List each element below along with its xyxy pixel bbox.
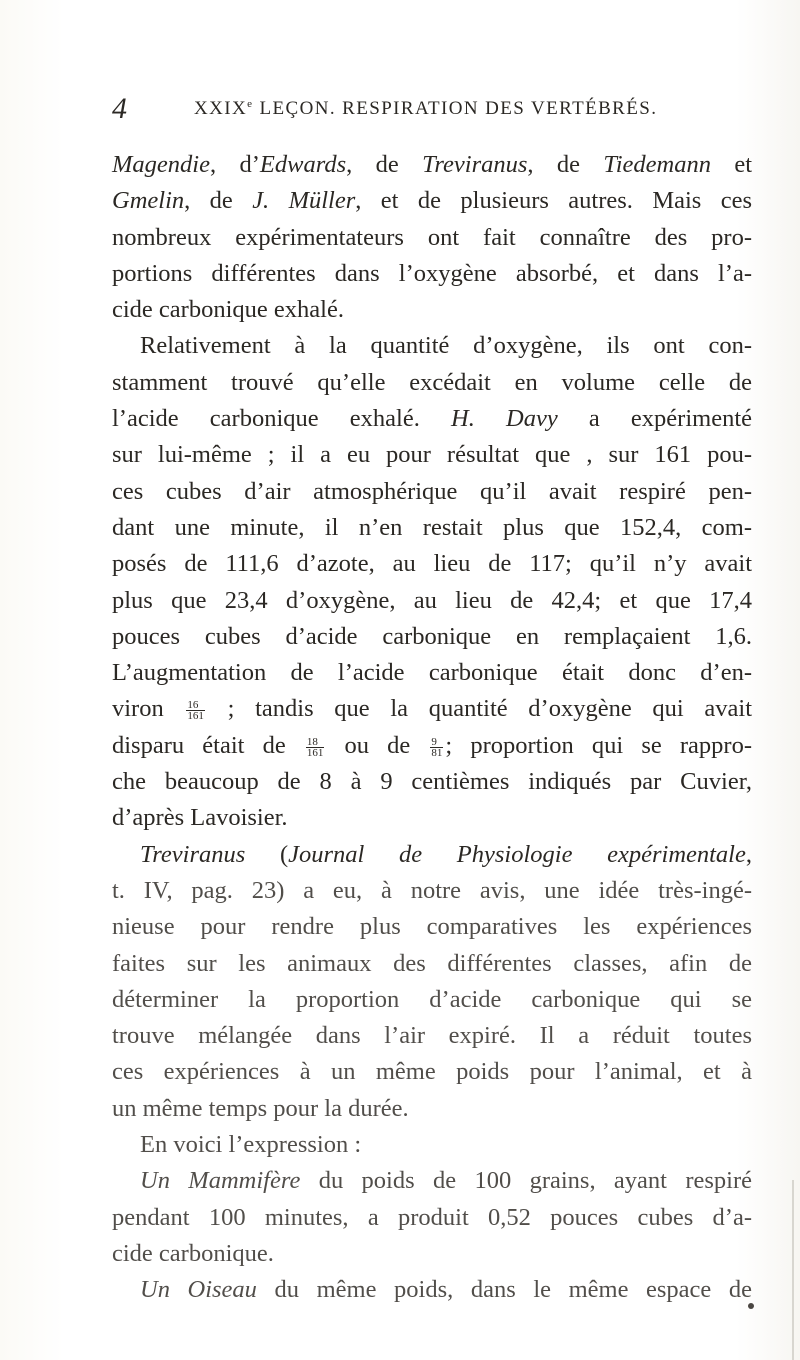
text-run: l’acide carbonique exhalé.: [112, 405, 452, 433]
italic-text: Gmelin: [112, 187, 185, 215]
italic-text: Un Oiseau: [140, 1276, 257, 1304]
text-run: ces cubes d’air atmosphérique qu’il avait respiré pen-: [112, 477, 752, 505]
text-line: [112, 546, 752, 582]
text-line: [112, 1272, 752, 1308]
text-run: d’après Lavoisier.: [112, 804, 288, 832]
text-run: a expérimenté: [557, 405, 752, 433]
italic-text: Magendie: [112, 151, 210, 178]
text-line: [112, 583, 752, 619]
text-run: ces expériences à un même poids pour l’animal, et à: [112, 1058, 752, 1086]
text-line: [112, 474, 752, 510]
text-run: déterminer la proportion d’acide carbonique qui se: [112, 985, 752, 1013]
running-head-roman: XXIX: [194, 98, 248, 119]
text-run: ou de: [326, 731, 429, 759]
text-run: un même temps pour la durée.: [112, 1094, 409, 1122]
text-run: , de: [346, 151, 423, 178]
text-run: Relativement à la quantité d’oxygène, ils ont con-: [140, 332, 752, 360]
text-line: [112, 1091, 752, 1127]
text-line: [112, 220, 752, 256]
text-run: (: [245, 840, 289, 868]
text-run: disparu était de: [112, 731, 304, 759]
running-head: [194, 98, 657, 120]
ink-spot: [748, 1303, 754, 1309]
text-run: portions différentes dans l’oxygène absorbé, et dans l’a-: [112, 259, 752, 287]
italic-text: Treviranus: [422, 151, 528, 178]
fraction-denominator: 81: [431, 746, 443, 759]
text-run: sur lui-même ; il a eu pour résultat que , sur 161 pou-: [112, 441, 752, 469]
text-run: , de: [527, 151, 604, 178]
text-run: L’augmentation de l’acide carbonique était donc d’en-: [112, 659, 752, 687]
text-line: [112, 510, 752, 546]
text-line: [112, 909, 752, 945]
text-run: du poids de 100 grains, ayant respiré: [300, 1167, 752, 1195]
text-line: [112, 437, 752, 473]
text-line: [112, 1200, 752, 1236]
text-line: [112, 873, 752, 909]
text-run: nombreux expérimentateurs ont fait connaître des pro-: [112, 223, 752, 251]
text-line: [112, 619, 752, 655]
fraction-denominator: 161: [187, 710, 204, 723]
fraction-numerator: 9: [430, 737, 443, 748]
text-line: [112, 982, 752, 1018]
text-run: du même poids, dans le même espace de: [256, 1276, 752, 1304]
fraction-numerator: 16: [186, 700, 205, 711]
text-run: t. IV, pag. 23) a eu, à notre avis, une idée très-ingé-: [112, 876, 752, 904]
text-run: , de: [184, 187, 253, 215]
text-run: ; proportion qui se rappro-: [445, 731, 753, 759]
fraction-denominator: 161: [306, 746, 324, 759]
text-line: [112, 328, 752, 364]
text-line: [112, 256, 752, 292]
text-run: nieuse pour rendre plus comparatives les expériences: [112, 913, 752, 941]
fraction: [306, 737, 325, 758]
text-run: cide carbonique exhalé.: [112, 296, 344, 324]
text-line: [112, 837, 752, 873]
text-run: et: [710, 151, 753, 178]
fraction-numerator: 18: [306, 737, 325, 748]
page-header: [112, 92, 752, 126]
running-head-text: LEÇON. RESPIRATION DES VERTÉBRÉS.: [253, 98, 658, 119]
text-line: [112, 401, 752, 437]
page-number: 4: [112, 92, 127, 125]
text-run: viron: [112, 695, 185, 723]
text-line: [112, 800, 752, 836]
text-run: pouces cubes d’acide carbonique en remplaçaient 1,6.: [112, 622, 752, 650]
text-line: [112, 764, 752, 800]
text-run: plus que 23,4 d’oxygène, au lieu de 42,4; et que 17,4: [112, 586, 752, 614]
text-run: cide carbonique.: [112, 1239, 274, 1267]
text-line: [112, 183, 752, 219]
text-line: [112, 365, 752, 401]
text-run: En voici l’expression :: [140, 1131, 362, 1159]
italic-text: Treviranus: [140, 840, 246, 868]
text-line: [112, 655, 752, 691]
text-run: , et de plusieurs autres. Mais ces: [355, 187, 753, 215]
italic-text: H. Davy: [451, 405, 558, 433]
body-text: [112, 147, 752, 1309]
italic-text: J. Müller: [252, 187, 356, 215]
text-line: [112, 691, 752, 727]
fraction: [186, 700, 205, 721]
text-line: [112, 1127, 752, 1163]
italic-text: Edwards: [259, 151, 347, 178]
text-run: stamment trouvé qu’elle excédait en volume celle de: [112, 368, 752, 396]
italic-text: Journal de Physiologie expérimentale: [288, 840, 746, 868]
text-line: [112, 1163, 752, 1199]
text-line: [112, 147, 752, 183]
text-run: che beaucoup de 8 à 9 centièmes indiqués par Cuvier,: [112, 768, 752, 796]
text-run: trouve mélangée dans l’air expiré. Il a réduit toutes: [112, 1022, 752, 1050]
text-line: [112, 1236, 752, 1272]
text-run: , d’: [209, 151, 260, 178]
running-head-sup: e: [247, 98, 254, 110]
text-run: dant une minute, il n’en restait plus que 152,4, com-: [112, 513, 752, 541]
text-line: [112, 728, 752, 764]
text-line: [112, 1054, 752, 1090]
text-run: faites sur les animaux des différentes classes, afin de: [112, 949, 752, 977]
text-line: [112, 292, 752, 328]
text-line: [112, 946, 752, 982]
italic-text: Tiedemann: [603, 151, 711, 178]
text-run: ; tandis que la quantité d’oxygène qui avait: [206, 695, 752, 723]
page-edge-shadow: [792, 1180, 794, 1360]
text-run: posés de 111,6 d’azote, au lieu de 117; qu’il n’y avait: [112, 550, 752, 578]
text-run: ,: [745, 840, 752, 868]
text-line: [112, 1018, 752, 1054]
italic-text: Un Mammifère: [140, 1167, 301, 1195]
fraction: [430, 737, 443, 758]
text-run: pendant 100 minutes, a produit 0,52 pouces cubes d’a-: [112, 1203, 752, 1231]
